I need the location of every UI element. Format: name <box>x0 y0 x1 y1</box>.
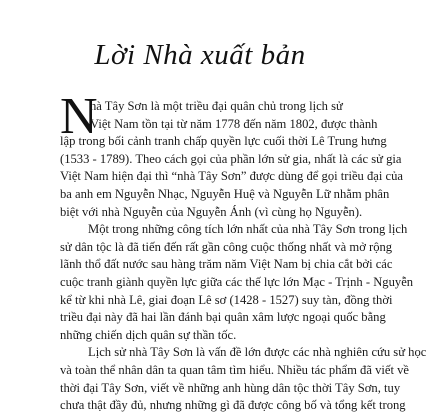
paragraph-line: Một trong những công tích lớn nhất của nhà Tây Sơn trong lịch <box>88 222 408 237</box>
paragraph-line: lãnh thổ đất nước sau hàng trăm năm Việt Nam bị chia cắt bởi các <box>60 257 393 272</box>
paragraph-line: thời đại Tây Sơn, viết về những anh hùng dân tộc thời Tây Sơn, tuy <box>60 380 401 395</box>
paragraph-line: triều đại này đã hai lần đánh bại quân xâm lược ngoại quốc bằng <box>60 310 386 325</box>
paragraph-line: Việt Nam hiện đại thì “nhà Tây Sơn” được dùng để gọi triều đại của <box>60 169 404 184</box>
paragraph-line: Lịch sử nhà Tây Sơn là vấn đề lớn được các nhà nghiên cứu sử học <box>88 345 426 360</box>
paragraph-1 <box>60 88 404 221</box>
preface-body <box>60 88 426 415</box>
paragraph-line: cuộc tranh giành quyền lực giữa các thế lực lớn Mạc - Trịnh - Nguyễn <box>60 274 414 289</box>
paragraph-line: hà Tây Sơn là một triều đại quân chủ trong lịch sử <box>90 99 343 113</box>
paragraph-line: kể từ khi nhà Lê, giai đoạn Lê sơ (1428 - 1527) suy tàn, đồng thời <box>60 292 393 307</box>
paragraph-line: sử dân tộc là đã tiến đến rất gần công cuộc thống nhất và mở rộng <box>60 239 393 254</box>
paragraph-line: biệt với nhà Nguyễn của Nguyễn Ánh (vì cùng họ Nguyễn). <box>60 204 363 219</box>
paragraph-line: ba anh em Nguyễn Nhạc, Nguyễn Huệ và Nguyễn Lữ nhằm phân <box>60 186 390 201</box>
paragraph-line: Việt Nam tồn tại từ năm 1778 đến năm 1802, được thành <box>90 116 378 131</box>
drop-cap: N <box>60 88 98 145</box>
paragraph-line: lập trong bối cảnh tranh chấp quyền lực cuối thời Lê Trung hưng <box>60 134 387 149</box>
paragraph-3 <box>60 344 426 414</box>
paragraph-line: chưa thật đầy đủ, nhưng những gì đã được công bố và tổng kết trong <box>60 398 406 413</box>
paragraph-line: những chiến dịch quân sự thần tốc. <box>60 327 237 342</box>
paragraph-2 <box>60 221 414 344</box>
page-title: Lời Nhà xuất bản <box>94 39 306 71</box>
paragraph-line: (1533 - 1789). Theo cách gọi của phần lớn sử gia, nhất là các sử gia <box>60 151 402 166</box>
paragraph-line: và toàn thể nhân dân ta quan tâm tìm hiểu. Nhiều tác phẩm đã viết về <box>60 362 410 377</box>
